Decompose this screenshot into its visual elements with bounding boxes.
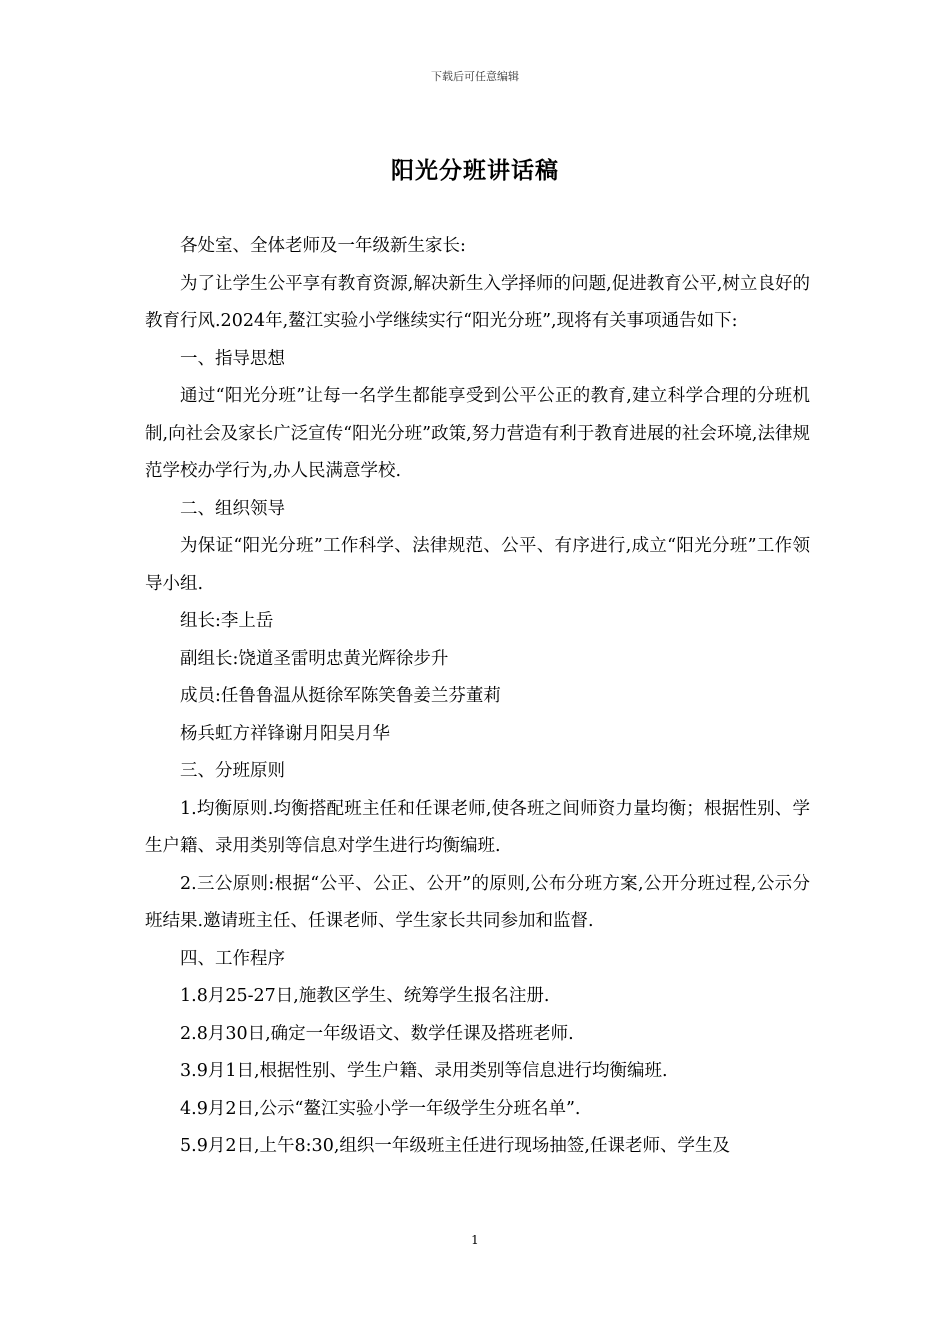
section-heading-leadership: 二、组织领导 [180, 498, 285, 519]
paragraph-guiding-thought: 通过“阳光分班”让每一名学生都能享受到公平公正的教育,建立科学合理的分班机制,向社会及家长广泛宣传“阳光分班”政策,努力营造有利于教育进展的社会环境,法律规范学校办学行为,办人民满意学校. [145, 386, 810, 481]
document-body [145, 228, 810, 1166]
paragraph-principle-three-public: 2.三公原则:根据“公平、公正、公开”的原则,公布分班方案,公开分班过程,公示分班结果.邀请班主任、任课老师、学生家长共同参加和监督. [145, 873, 810, 931]
paragraph-procedure-step-5: 5.9月2日,上午8:30,组织一年级班主任进行现场抽签,任课老师、学生及 [180, 1136, 730, 1156]
paragraph-members-continued: 杨兵虹方祥锋谢月阳吴月华 [180, 723, 390, 744]
paragraph-principle-balance: 1.均衡原则.均衡搭配班主任和任课老师,使各班之间师资力量均衡；根据性别、学生户籍、录用类别等信息对学生进行均衡编班. [145, 798, 810, 856]
paragraph-intro: 为了让学生公平享有教育资源,解决新生入学择师的问题,促进教育公平,树立良好的教育行风.2024年,鳌江实验小学继续实行“阳光分班”,现将有关事项通告如下: [145, 273, 810, 331]
section-heading-procedure: 四、工作程序 [180, 948, 285, 969]
paragraph-procedure-step-3: 3.9月1日,根据性别、学生户籍、录用类别等信息进行均衡编班. [180, 1061, 668, 1081]
paragraph-procedure-step-2: 2.8月30日,确定一年级语文、数学任课及搭班老师. [180, 1023, 574, 1044]
paragraph-leadership: 为保证“阳光分班”工作科学、法律规范、公平、有序进行,成立“阳光分班”工作领导小组. [145, 536, 810, 594]
paragraph-procedure-step-4: 4.9月2日,公示“鳌江实验小学一年级学生分班名单”. [180, 1098, 581, 1119]
document-title: 阳光分班讲话稿 [391, 157, 559, 184]
paragraph-deputy-leaders: 副组长:饶道圣雷明忠黄光辉徐步升 [180, 648, 449, 669]
paragraph-members: 成员:任鲁鲁温从挺徐军陈笑鲁姜兰芬董莉 [180, 686, 501, 706]
paragraph-group-leader: 组长:李上岳 [180, 611, 274, 631]
page-number: 1 [471, 1233, 479, 1247]
section-heading-guiding-thought: 一、指导思想 [180, 348, 285, 369]
paragraph-salutation: 各处室、全体老师及一年级新生家长: [180, 236, 466, 256]
section-heading-principles: 三、分班原则 [180, 761, 285, 781]
page-header: 下载后可任意编辑 [431, 70, 519, 83]
paragraph-procedure-step-1: 1.8月25-27日,施教区学生、统筹学生报名注册. [180, 986, 550, 1006]
